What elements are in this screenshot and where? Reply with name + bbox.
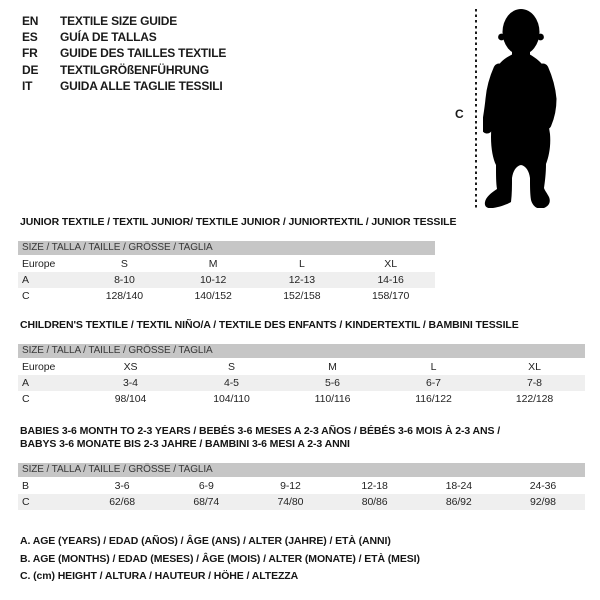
cell-value: 104/110 [213,393,250,405]
cell-value: 4-5 [224,377,239,389]
table-row [18,478,585,494]
language-code: ES [22,30,38,45]
cell-value: 6-7 [426,377,441,389]
junior-textile-section [18,216,457,304]
language-row-es [22,29,226,45]
cell-value: 110/116 [314,393,351,405]
table-title: JUNIOR TEXTILE / TEXTIL JUNIOR/ TEXTILE JUNIOR / JUNIORTEXTIL / JUNIOR TESSILE [20,216,457,228]
cell-value: 62/68 [109,496,135,508]
cell-value: 7-8 [527,377,542,389]
cell-value: 8-10 [114,274,135,286]
cell-value: 80/86 [361,496,388,508]
row-label: B [22,480,29,492]
table-row [18,391,585,407]
table-header-bar: SIZE / TALLA / TAILLE / GRÖSSE / TAGLIA [18,463,585,477]
cell-value: 68/74 [193,496,220,508]
children-textile-section [18,319,585,407]
table-header-bar: SIZE / TALLA / TAILLE / GRÖSSE / TAGLIA [18,344,585,358]
language-title: TEXTILE SIZE GUIDE [60,14,178,28]
language-row-it [22,78,226,94]
cell-value: 92/98 [530,496,556,508]
language-title: GUÍA DE TALLAS [60,30,157,45]
legend [20,533,420,586]
cell-value: 12-13 [288,274,316,286]
language-title-list [22,13,226,94]
language-title: TEXTILGRÖßENFÜHRUNG [60,62,209,77]
cell-value: 152/158 [283,290,321,302]
language-title: GUIDE DES TAILLES TEXTILE [60,46,227,61]
language-row-fr [22,45,226,61]
language-row-en [22,13,226,29]
table-rows [18,359,585,407]
row-label: A [22,274,29,286]
cell-value: 10-12 [199,274,227,286]
size-table-babies [18,463,585,510]
table-row [18,288,435,304]
cell-value: M [208,258,218,270]
row-label: C [22,496,30,508]
legend-line-age-months: B. AGE (MONTHS) / EDAD (MESES) / ÂGE (MOIS) / ALTER (MONATE) / ETÀ (MESI) [20,552,420,565]
baby-silhouette-icon [483,6,565,208]
cell-value: XS [123,361,138,373]
table-row [18,359,585,375]
cell-value: XL [384,258,397,270]
row-label: Europe [22,361,56,373]
cell-value: 140/152 [194,290,232,302]
table-header-bar: SIZE / TALLA / TAILLE / GRÖSSE / TAGLIA [18,241,435,255]
size-table-junior [18,241,435,304]
cell-value: 12-18 [361,480,388,492]
table-row [18,494,585,510]
table-row [18,272,435,288]
cell-value: 74/80 [277,496,304,508]
babies-textile-section [18,425,585,510]
height-marker-label: C [455,107,464,121]
language-row-de [22,62,226,78]
cell-value: L [430,361,437,373]
cell-value: 6-9 [198,480,214,492]
cell-value: 3-6 [114,480,130,492]
language-title: GUIDA ALLE TAGLIE TESSILI [60,78,223,93]
language-code: DE [22,62,39,77]
table-row [18,256,435,272]
table-row [18,375,585,391]
cell-value: 128/140 [105,290,143,302]
legend-line-height: C. (cm) HEIGHT / ALTURA / HAUTEUR / HÖHE / ALTEZZA [20,570,299,582]
cell-value: 24-36 [529,480,557,492]
row-label: C [22,393,30,405]
cell-value: S [228,361,235,373]
table-title: CHILDREN'S TEXTILE / TEXTIL NIÑO/A / TEXTILE DES ENFANTS / KINDERTEXTIL / BAMBINI TESSILE [20,319,519,331]
cell-value: XL [528,361,541,373]
cell-value: 9-12 [280,480,301,492]
cell-value: M [328,361,337,373]
cell-value: 18-24 [445,480,472,492]
row-label: C [22,290,30,302]
language-code: EN [22,14,39,28]
cell-value: 122/128 [515,393,554,405]
language-code: FR [22,46,38,61]
table-rows [18,256,435,304]
row-label: Europe [22,258,56,270]
cell-value: 3-4 [123,377,138,389]
cell-value: 98/104 [114,393,147,405]
cell-value: 116/122 [415,393,452,405]
size-table-children [18,344,585,407]
cell-value: 5-6 [325,377,340,389]
cell-value: 14-16 [377,274,404,286]
language-code: IT [22,78,33,93]
table-rows [18,478,585,510]
cell-value: S [120,258,128,270]
height-dashed-line [475,9,477,210]
cell-value: 158/170 [371,290,410,302]
cell-value: L [299,258,305,270]
table-title: BABIES 3-6 MONTH TO 2-3 YEARS / BEBÉS 3-6 MESES A 2-3 AÑOS / BÉBÉS 3-6 MOIS À 2-3 ANS / BABYS 3-6 MONATE BIS 2-3 JAHRE / BAMBINI 3-6 MESI A 2-3 ANNI [20,425,501,450]
row-label: A [22,377,29,389]
legend-line-age-years: A. AGE (YEARS) / EDAD (AÑOS) / ÂGE (ANS) / ALTER (JAHRE) / ETÀ (ANNI) [20,535,391,547]
cell-value: 86/92 [445,496,472,508]
